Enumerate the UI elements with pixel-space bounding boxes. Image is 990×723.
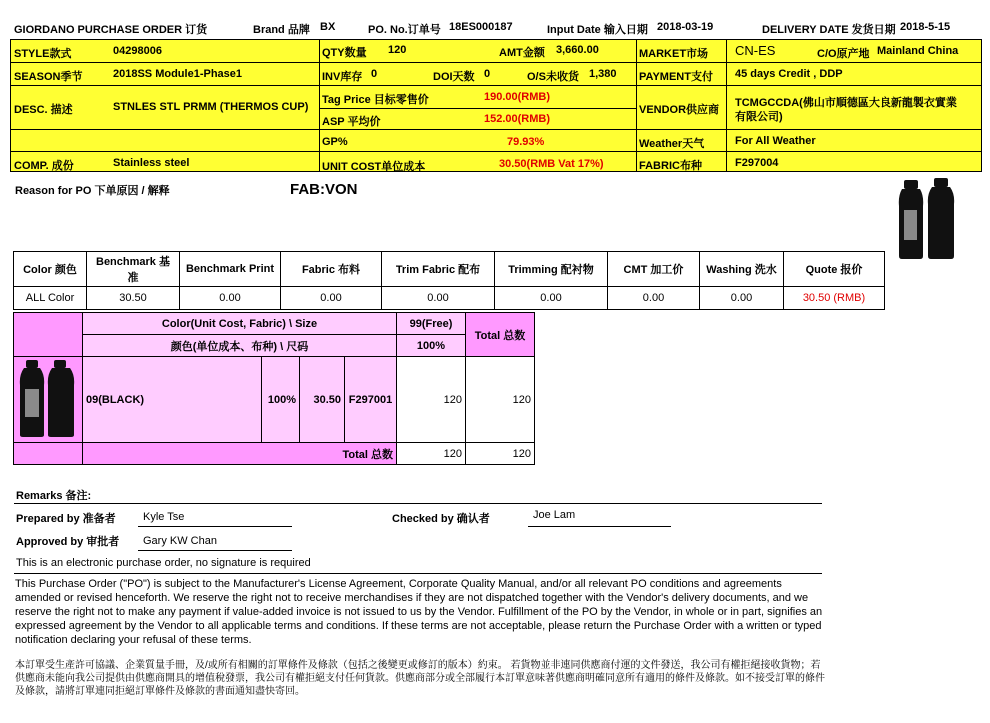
tag-price-value: 190.00(RMB) [484,91,551,103]
delivery-date-value: 2018-5-15 [900,21,951,33]
desc-label: DESC. 描述 [14,104,73,116]
os-label: O/S未收货 [527,71,579,83]
unit-cost-value: 30.50(RMB Vat 17%) [499,158,604,170]
inv-value: 0 [371,68,378,80]
table-row [14,313,535,335]
doi-value: 0 [484,68,491,80]
bench-header: CMT 加工价 [608,252,700,287]
size-pct: 100% [397,335,466,357]
total-label: Total 总数 [83,443,397,465]
table-row [14,443,535,465]
bench-cell: 30.50 [87,287,180,310]
origin-label: C/O原产地 [817,48,870,60]
qty-value: 120 [388,44,407,56]
qty-label: QTY数量 [322,47,367,59]
total-total: 120 [466,443,535,465]
input-date-label: Input Date 输入日期 [547,24,648,36]
bench-header: Quote 报价 [784,252,885,287]
size-table [13,312,535,465]
size-header-line2: 颜色(单位成本、布种) \ 尺码 [83,335,397,357]
weather-value: For All Weather [735,135,816,147]
brand-value: BX [320,21,336,33]
bench-cell: 0.00 [700,287,784,310]
approved-value: Gary KW Chan [143,535,217,547]
bench-cell: 0.00 [495,287,608,310]
po-number-value: 18ES000187 [449,21,513,33]
bench-header: Benchmark 基准 [87,252,180,287]
market-label: MARKET市场 [639,48,709,60]
prepared-label: Prepared by 准备者 [16,513,116,525]
origin-value: Mainland China [877,45,959,57]
row-qty: 120 [397,357,466,443]
bench-header: Trim Fabric 配布 [382,252,495,287]
electronic-note: This is an electronic purchase order, no signature is required [16,557,311,569]
doi-label: DOI天数 [433,71,475,83]
bench-cell-quote: 30.50 (RMB) [784,287,885,310]
desc-value: STNLES STL PRMM (THERMOS CUP) [113,101,309,113]
table-row [14,252,885,287]
terms-english: This Purchase Order ("PO") is subject to the Manufacturer's License Agreement, Corporate Quality Manual, and/or all relevant PO conditions and agreements amended or revised henceforth. We reserve the right not to receive merchandises if they are not dispatched together with the Vendor's delivery documents, and we reserve the right not to make any payment if value-added invoice is not issued to us by the Vendor. Fulfillment of the PO by the Vendor, in whole or in part, signifies an expressed agreement by the Vendor to all applicable terms and conditions. If these terms are not acceptable, please return the Purchase Order with a written or typed notification declaring your refusal of these terms. [15,578,823,646]
gp-value: 79.93% [507,136,545,148]
terms-chinese: 本訂單受生產許可協議、企業質量手冊，及/或所有相關的訂單條件及條款（包括之後變更或修訂的版本）約束。 若貨物並非連同供應商付運的文件發送，我公司有權拒絕接收貨物；若供應商未能向我公司提供由供應商開具的增值稅發票，我公司有權拒絕支付任何貨款。供應商部分或全部履行本訂單意味著供應商明確同意所有適用的條件及條款。如不接受訂單的條件及條款，請將訂單連同拒絕訂單條件及條款的書面通知盡快寄回。 [15,660,825,697]
payment-value: 45 days Credit , DDP [735,68,843,80]
row-total: 120 [466,357,535,443]
checked-label: Checked by 确认者 [392,513,490,525]
table-row [14,357,535,443]
bottle-icon [48,360,74,437]
row-fabric: F297001 [345,357,397,443]
asp-value: 152.00(RMB) [484,113,551,125]
inv-label: INV库存 [322,71,363,83]
unit-cost-label: UNIT COST单位成本 [322,161,426,173]
comp-value: Stainless steel [113,157,190,169]
bench-cell: 0.00 [281,287,382,310]
approved-label: Approved by 审批者 [16,536,120,548]
fabric-value: F297004 [735,157,779,169]
size-label: 99(Free) [397,313,466,335]
os-value: 1,380 [589,68,617,80]
bench-header: Trimming 配衬物 [495,252,608,287]
style-value: 04298006 [113,45,162,57]
bench-cell: ALL Color [14,287,87,310]
bench-cell: 0.00 [382,287,495,310]
amt-label: AMT金额 [499,47,545,59]
bottle-icon [928,178,954,259]
total-qty: 120 [397,443,466,465]
prepared-value: Kyle Tse [143,511,185,523]
row-color: 09(BLACK) [83,357,262,443]
market-value: CN-ES [735,43,776,58]
po-title: GIORDANO PURCHASE ORDER 订货 [14,24,208,36]
row-pct: 100% [262,357,300,443]
tag-price-label: Tag Price 目标零售价 [322,94,429,106]
row-cost: 30.50 [300,357,345,443]
reason-label: Reason for PO 下单原因 / 解释 [15,185,170,197]
style-label: STYLE款式 [14,48,72,60]
product-image [896,176,958,260]
bench-header: Color 颜色 [14,252,87,287]
bench-header: Fabric 布料 [281,252,382,287]
bench-header: Washing 洗水 [700,252,784,287]
po-number-label: PO. No.订单号 [368,24,441,36]
season-value: 2018SS Module1-Phase1 [113,68,243,80]
table-row [14,287,885,310]
checked-value: Joe Lam [533,509,576,521]
weather-label: Weather天气 [639,138,705,150]
gp-label: GP% [322,136,348,148]
po-info-grid [10,39,982,172]
asp-label: ASP 平均价 [322,116,381,128]
brand-label: Brand 品牌 [253,24,310,36]
amt-value: 3,660.00 [556,44,599,56]
fab-note: FAB:VON [290,181,358,198]
bottle-icon [20,360,44,437]
total-row-blank [14,443,83,465]
vendor-value-line2: 有限公司) [735,111,783,123]
comp-label: COMP. 成份 [14,160,74,172]
product-thumbnail [14,357,80,439]
bench-cell: 0.00 [608,287,700,310]
vendor-value-line1: TCMGCCDA(佛山市順德區大良新龍製衣實業 [735,97,957,109]
vendor-label: VENDOR供应商 [639,104,720,116]
benchmark-table [13,251,885,310]
table-row [14,335,535,357]
bench-header: Benchmark Print [180,252,281,287]
remarks-label: Remarks 备注: [16,490,92,502]
season-label: SEASON季节 [14,71,83,83]
size-header-line1: Color(Unit Cost, Fabric) \ Size [83,313,397,335]
fabric-label: FABRIC布种 [639,160,702,172]
bench-cell: 0.00 [180,287,281,310]
size-total-header: Total 总数 [466,313,535,357]
row-image-cell [14,357,83,443]
input-date-value: 2018-03-19 [657,21,714,33]
size-table-corner [14,313,83,357]
bottle-icon [899,180,923,259]
payment-label: PAYMENT支付 [639,71,713,83]
delivery-date-label: DELIVERY DATE 发货日期 [762,24,896,36]
